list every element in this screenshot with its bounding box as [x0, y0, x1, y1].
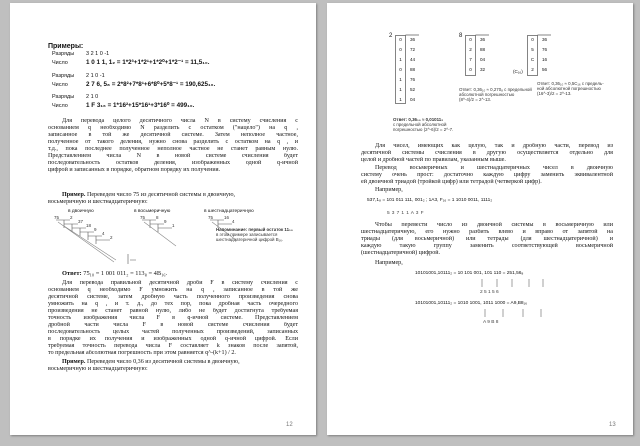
fig-note-line: в этом примере записывается: [216, 232, 278, 238]
table-value: 72: [409, 47, 416, 52]
conversion-binary-to-octal: 10101001,10111₂ = 10 101 001, 101 110 = 251,56₈: [415, 271, 524, 276]
table-label: 8: [459, 33, 463, 39]
table-digit: 0: [399, 67, 402, 72]
conversion-binary-to-hex: 10101001,10111₂ = 1010 1001, 1011 1000 = A9,B8₁₆: [415, 301, 528, 306]
fig-digit: 2: [110, 235, 113, 240]
ex1-expression: 1 0 1 1, 1₂ = 1*2³+1*2¹+1*2⁰+1*2⁻¹ = 11,5₁₀.: [86, 59, 210, 66]
paragraph-line: триады (для восьмеричной) или тетрады (для шестнадцатеричной) и: [361, 235, 613, 242]
fig-digit: 4: [102, 231, 105, 236]
paragraph-line: Для перевода правильной десятичной дроби F в систему счисления с: [62, 280, 298, 286]
multiplication-table-hex: [513, 33, 567, 83]
caption-binary: [393, 117, 453, 133]
paragraph-octal-hex-to-binary: [361, 165, 613, 186]
example2-intro: [48, 359, 298, 373]
caption-hex: [537, 81, 604, 97]
paragraph-line: записанное в той же десятичной системе. Затем неполное частное,: [48, 131, 298, 138]
paragraph-line: десятичной системе, затем дробную часть полученного произведения снова: [48, 293, 298, 300]
fig-note: [216, 227, 293, 243]
paragraph-line: то предельная абсолютная погрешность при этом равняется q^-(k+1) / 2.: [48, 349, 236, 356]
table-digit: 0: [531, 37, 534, 42]
table-digit: 0: [399, 37, 402, 42]
fig-digit: 4: [232, 219, 235, 224]
paragraph-mixed-numbers: [361, 143, 613, 164]
example-lead: Пример.: [62, 192, 86, 198]
table-digit: 0: [469, 67, 472, 72]
ex3-number-label: Число: [52, 103, 68, 109]
paragraph-line: Для перевода целого десятичного числа N в систему счисления с: [62, 118, 298, 124]
table-value: 32: [479, 67, 486, 72]
fig-digit: 18: [86, 223, 92, 228]
fig-note-line: Напоминание: первый остаток 11₁₀: [216, 227, 293, 232]
document-page-left: [10, 3, 316, 435]
table-digit: 1: [399, 87, 402, 92]
caption-line: Ответ: 0,36₁₀ ≈ 0,5C₁₆ с предель-: [537, 81, 604, 86]
caption-line: Ответ: 0,36₁₀ ≈ 0,01011₂: [393, 117, 444, 122]
conversion-octal-hex-to-binary: 537,1₈ = 101 011 111, 001₂ ; 1A3, F₁₆ = 1 1010 0011, 1111₂: [367, 198, 493, 203]
table-label: 2: [389, 33, 393, 39]
paragraph-line: основанием q необходимо F умножить на q , записанное в той же: [48, 286, 298, 293]
paragraph-line: десятичной системы счисления в другую осуществляется отдельно для: [361, 149, 613, 156]
conversion-digits: 5 3 7 1 1 A 3 F: [387, 211, 424, 216]
paragraph-line: произведения не станет равной нулю, либо не будет достигнута требуемая: [48, 307, 298, 314]
table-digit: 7: [469, 57, 472, 62]
answer-line: [62, 271, 302, 278]
ex3-expression: 1 F 3₁₆ = 1*16²+15*16¹+3*16⁰ = 499₁₀.: [86, 102, 195, 109]
table-digit: 1: [399, 57, 402, 62]
table-digit: C: [530, 57, 535, 62]
paragraph-line: систему очень прост: достаточно каждую цифру заменить эквивалентной: [361, 171, 613, 178]
paragraph-line: целой и дробной частей по правилам, указанным выше.: [361, 156, 506, 163]
ex2-ranks: 2 1 0 -1: [86, 73, 105, 79]
paragraph-line: Чтобы перевести число из двоичной системы в восьмеричную или: [375, 222, 613, 228]
answer-lead: Ответ:: [62, 271, 82, 277]
fig-digit: 1: [172, 223, 175, 228]
table-value: 88: [479, 47, 486, 52]
fig-digit: 75: [208, 216, 214, 220]
table-digit: 0: [469, 37, 472, 42]
paragraph-line: дробной части числа F в новой системе счисления будет: [48, 321, 298, 328]
ex3-ranks-label: Разряды: [52, 94, 75, 100]
table-digit: 2: [531, 67, 534, 72]
ex3-ranks: 2 1 0: [86, 94, 99, 100]
fig-digit: 75: [140, 216, 146, 220]
fig-digit: 8: [156, 216, 159, 220]
table-value: 52: [409, 87, 416, 92]
table-value: 04: [409, 97, 416, 102]
fig-digit: 37: [78, 219, 84, 224]
fig-header-hex: в шестнадцатеричную: [204, 209, 254, 214]
ex1-ranks-label: Разряды: [52, 51, 75, 57]
caption-line: Ответ: 0,36₁₀ ≈ 0,270₈ с предельной: [459, 87, 532, 92]
example-text: Переведем число 75 из десятичной системы в двоичную,: [85, 192, 236, 198]
table-value: 04: [479, 57, 486, 62]
paragraph-line: Для чисел, имеющих как целую, так и дробную части, перевод из: [375, 143, 613, 149]
paragraph-integer-conversion: [48, 118, 298, 174]
multiplication-table-binary: [389, 33, 429, 113]
caption-line: ной абсолютной погрешностью: [537, 86, 601, 92]
fig-digit: 9: [164, 219, 167, 224]
table-digit: 0: [399, 47, 402, 52]
table-digit: 5: [531, 47, 534, 52]
fig-header-octal: в восьмеричную: [134, 209, 171, 214]
example-intro: [48, 192, 298, 206]
page-number-left: 12: [286, 422, 293, 428]
paragraph-fraction-conversion: [48, 280, 298, 356]
fig-header-binary: в двоичную: [68, 209, 94, 214]
table-value: 36: [541, 37, 548, 42]
table-value: 36: [479, 37, 486, 42]
answer-value: 75₁₀ = 1 001 011₂ = 113₈ = 4B₁₆.: [81, 271, 168, 277]
caption-line: абсолютной погрешностью: [459, 92, 515, 98]
table-digit: 1: [399, 97, 402, 102]
paragraph-line: цифрой и записанных в порядке, обратном порядку их получения.: [48, 166, 221, 173]
caption-line: погрешностью (2^-6)/2 = 2^-7.: [393, 127, 454, 133]
conversion-digits: 2 5 1 5 6: [480, 290, 499, 295]
table-value: 16: [541, 57, 548, 62]
table-value: 88: [409, 67, 416, 72]
table-value: 56: [541, 67, 548, 72]
paragraph-line: (шестнадцатеричной) цифрой.: [361, 249, 441, 256]
ex1-number-label: Число: [52, 60, 68, 66]
page-number-right: 13: [609, 422, 616, 428]
fig-digit: 9: [94, 227, 97, 232]
paragraph-line: Представлением числа N в новой системе счисления будет: [48, 152, 298, 159]
example2-text: Переведем число 0,36 из десятичной системы в двоичную,: [85, 359, 240, 365]
table-value: 44: [409, 57, 416, 62]
caption-line: (16^-3)/2 = 2^-13.: [537, 91, 572, 97]
table-digit: 2: [469, 47, 472, 52]
paragraph-line: т.д., пока последнее полученное неполное частное не станет равным нулю.: [48, 145, 298, 152]
paragraph-line: в порядке их получения и изображенных одной q-ичной цифрой. Если: [48, 335, 298, 342]
paragraph-line: каждую такую группу заменить соответствующей восьмеричной: [361, 242, 613, 249]
example2-lead: Пример.: [62, 359, 86, 365]
fig-digit: 16: [224, 216, 230, 220]
table-value: 36: [409, 37, 416, 42]
paragraph-line: последовательность целых частей полученных произведений, записанных: [48, 328, 298, 335]
table-value: 76: [541, 47, 548, 52]
ex1-ranks: 3 2 1 0 -1: [86, 51, 110, 57]
paragraph-line: требуемая точность перевода числа F составляет k знаков после запятой,: [48, 342, 298, 349]
caption-line: с предельной абсолютной: [393, 122, 447, 128]
example-text-line2: восьмеричную и шестнадцатеричную:: [48, 198, 148, 205]
paragraph-line: точность изображения числа F в q-ичной системе. Представлением: [48, 314, 298, 321]
paragraph-line: умножить на q , и т. д., до тех пор, пока дробная часть очередного: [48, 300, 298, 307]
document-page-right: [327, 3, 633, 435]
example-label: Например,: [375, 187, 403, 193]
caption-octal: [459, 87, 532, 103]
paragraph-line: основанием q необходимо N разделить с остатком ("нацело") на q ,: [48, 124, 298, 131]
paragraph-line: шестнадцатеричную, его нужно разбить влево и вправо от запятой на: [361, 228, 613, 235]
example-label-2: Например,: [375, 260, 403, 266]
multiplication-table-octal: [459, 33, 499, 83]
paragraph-line: полученное от такого деления, нужно снова разделить с остатком на q , и: [48, 138, 298, 145]
fig-digit: 2: [70, 216, 73, 220]
ex2-number-label: Число: [52, 82, 68, 88]
paragraph-binary-to-octal-hex: [361, 222, 613, 257]
caption-line: (8^-4)/2 = 2^-13.: [459, 97, 492, 103]
ex2-expression: 2 7 6, 5₈ = 2*8²+7*8¹+6*8⁰+5*8⁻¹ = 190,625₁₀.: [86, 81, 216, 88]
ex2-ranks-label: Разряды: [52, 73, 75, 79]
paragraph-line: ей двоичной триадой (тройкой цифр) или тетрадой (четверкой цифр).: [361, 178, 542, 185]
table-label: (C₁₆): [513, 69, 523, 74]
paragraph-line: Перевод восьмеричных и шестнадцатеричных чисел в двоичную: [375, 165, 613, 171]
paragraph-line: последовательность остатков деления, изображенных одной q-ичной: [48, 159, 298, 166]
table-value: 76: [409, 77, 416, 82]
fig-digit: 75: [54, 216, 60, 220]
examples-heading: Примеры:: [48, 43, 84, 50]
conversion-digits: A 9 B 8: [483, 320, 499, 325]
example2-text-line2: восьмеричную и шестнадцатеричную:: [48, 365, 148, 372]
fig-note-line: шестнадцатеричной цифрой B₁₆.: [216, 237, 284, 243]
table-digit: 1: [399, 77, 402, 82]
